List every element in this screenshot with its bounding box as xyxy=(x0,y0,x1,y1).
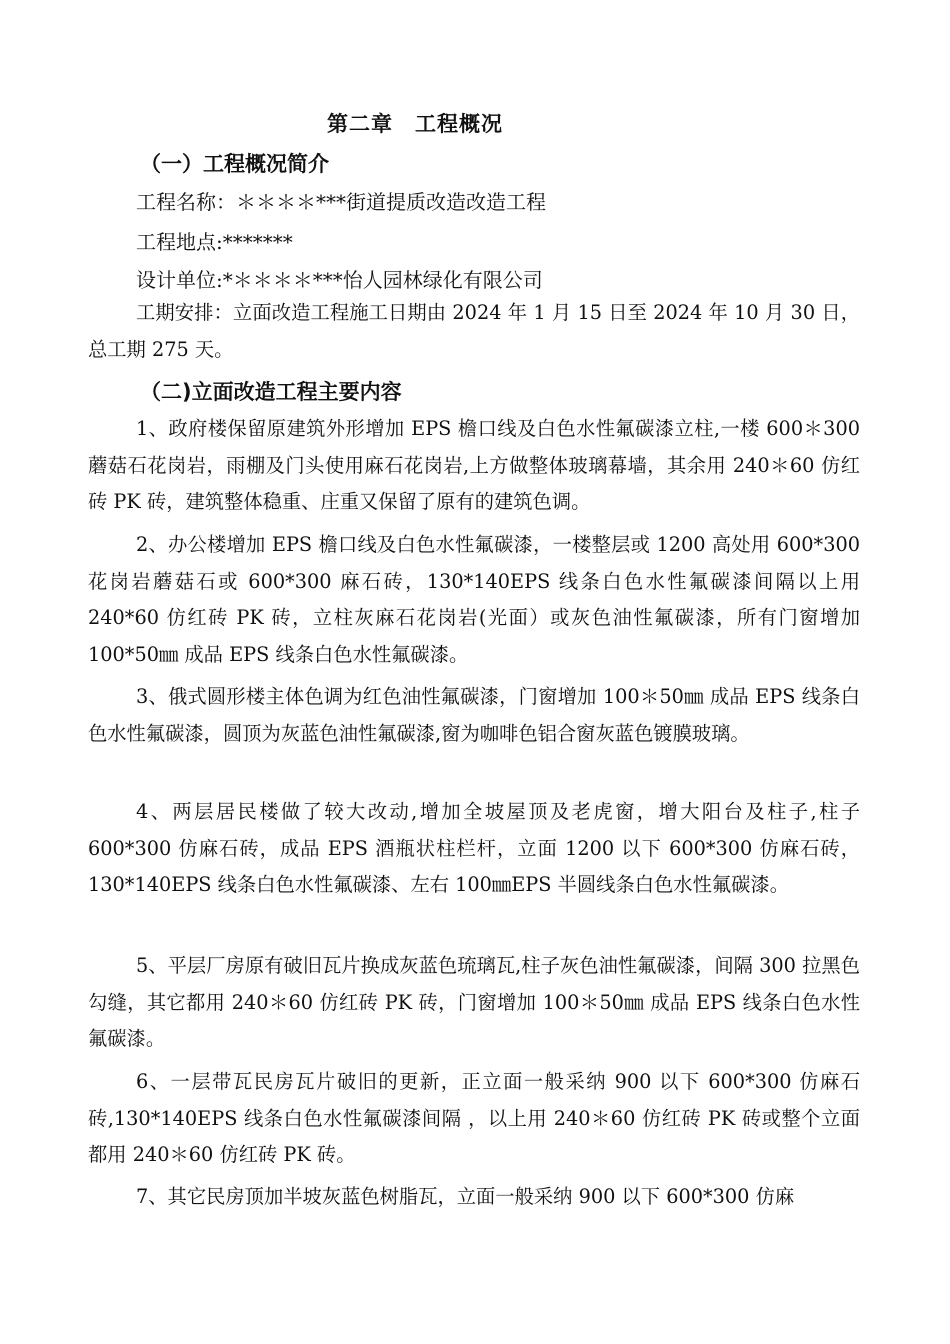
content-item-1: 1、政府楼保留原建筑外形增加 EPS 檐口线及白色水性氟碳漆立柱,一楼 600＊300 蘑菇石花岗岩，雨棚及门头使用麻石花岗岩,上方做整体玻璃幕墙，其余用 240＊60 仿红砖 PK 砖，建筑整体稳重、庄重又保留了原有的建筑色调。 xyxy=(88,417,860,513)
content-item-4: 4、两层居民楼做了较大改动,增加全坡屋顶及老虎窗，增大阳台及柱子,柱子 600*300 仿麻石砖，成品 EPS 酒瓶状柱栏杆，立面 1200 以下 600*300 仿麻石砖，130*140EPS 线条白色水性氟碳漆、左右 100㎜EPS 半圆线条白色水性氟碳漆。 xyxy=(88,800,860,896)
project-location-line: 工程地点:******* xyxy=(136,230,293,254)
schedule-paragraph: 工期安排：立面改造工程施工日期由 2024 年 1 月 15 日至 2024 年 10 月 30 日，总工期 275 天。 xyxy=(88,301,860,361)
section-heading-overview: （一）工程概况简介 xyxy=(140,152,329,176)
content-item-3: 3、俄式圆形楼主体色调为红色油性氟碳漆，门窗增加 100＊50㎜ 成品 EPS 线条白色水性氟碳漆，圆顶为灰蓝色油性氟碳漆,窗为咖啡色铝合窗灰蓝色镀膜玻璃。 xyxy=(88,685,860,745)
content-item-2: 2、办公楼增加 EPS 檐口线及白色水性氟碳漆，一楼整层或 1200 高处用 600*300 花岗岩蘑菇石或 600*300 麻石砖，130*140EPS 线条白色水性氟碳漆间隔以上用 240*60 仿红砖 PK 砖，立柱灰麻石花岗岩(光面）或灰色油性氟碳漆，所有门窗增加 100*50㎜ 成品 EPS 线条白色水性氟碳漆。 xyxy=(88,533,860,666)
content-item-7: 7、其它民房顶加半坡灰蓝色树脂瓦，立面一般采纳 900 以下 600*300 仿麻 xyxy=(136,1185,795,1208)
section-heading-main-content: （二)立面改造工程主要内容 xyxy=(140,380,402,404)
project-name-line: 工程名称：＊＊＊＊***街道提质改造改造工程 xyxy=(136,190,546,214)
design-unit-line: 设计单位:*＊＊＊＊***怡人园林绿化有限公司 xyxy=(136,268,543,292)
content-item-5: 5、平层厂房原有破旧瓦片换成灰蓝色琉璃瓦,柱子灰色油性氟碳漆，间隔 300 拉黑色勾缝，其它都用 240＊60 仿红砖 PK 砖，门窗增加 100＊50㎜ 成品 EPS 线条白色水性氟碳漆。 xyxy=(88,954,860,1050)
content-item-6: 6、一层带瓦民房瓦片破旧的更新，正立面一般采纳 900 以下 600*300 仿麻石砖,130*140EPS 线条白色水性氟碳漆间隔 ，以上用 240＊60 仿红砖 PK 砖或整个立面都用 240＊60 仿红砖 PK 砖。 xyxy=(88,1070,860,1166)
chapter-title: 第二章 工程概况 xyxy=(327,112,503,136)
